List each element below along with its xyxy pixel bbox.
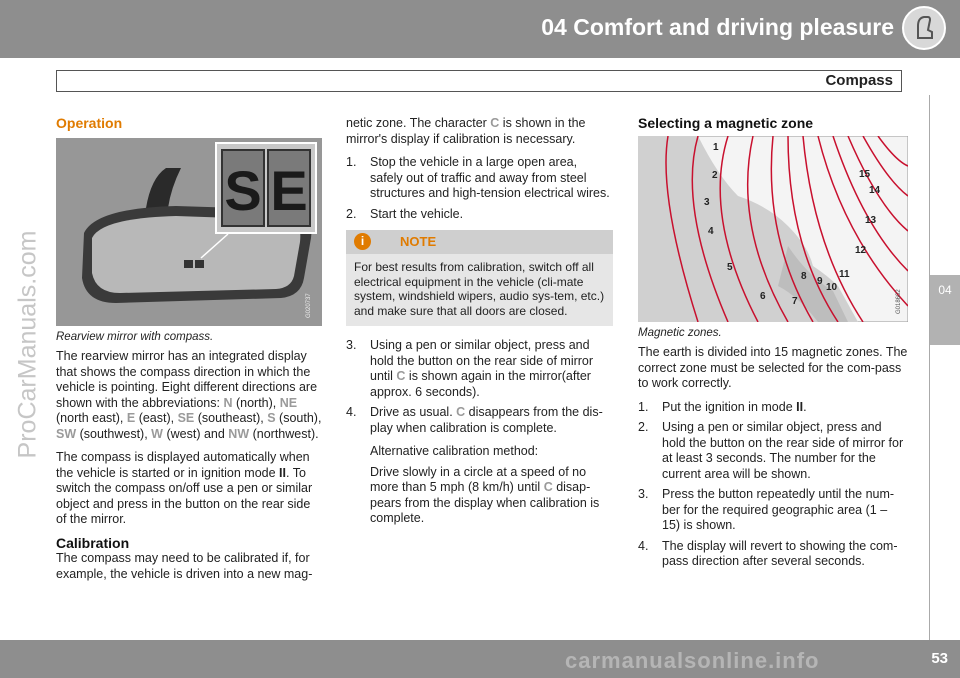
text: . To switch the compass on/off use a pen or similar object and press in the button on the rear side of the mirror. — [56, 465, 313, 526]
compass-description — [56, 349, 322, 442]
info-icon: i — [354, 233, 371, 250]
text: (south), — [275, 411, 322, 425]
magnetic-zone-intro: The earth is divided into 15 magnetic zones. The correct zone must be selected for the com-pass to work correctly. — [638, 345, 908, 390]
abbr-w: W — [151, 426, 163, 441]
alt-method-heading: Alternative calibration method: — [370, 444, 539, 458]
list-item — [638, 539, 908, 570]
zone-label-1: 1 — [713, 141, 719, 153]
map-figure-label: G018602 — [896, 288, 902, 314]
text: Using a pen or similar object, press and hold the button on the rear side of mirror until — [370, 338, 594, 383]
zone-label-14: 14 — [869, 184, 881, 196]
zone-label-8: 8 — [801, 270, 807, 282]
zone-label-5: 5 — [727, 261, 733, 273]
zone-label-9: 9 — [817, 275, 823, 287]
step-number: 1. — [346, 155, 357, 169]
text: (north east), — [56, 411, 127, 425]
calibration-char: C — [456, 405, 466, 419]
text: (southeast), — [194, 411, 268, 425]
text: is shown in the mirror's display if calibration is necessary. — [346, 116, 586, 146]
zone-label-2: 2 — [712, 169, 718, 181]
zone-label-3: 3 — [704, 196, 710, 208]
zone-label-6: 6 — [760, 290, 766, 302]
operation-heading: Operation — [56, 115, 123, 131]
note-title: NOTE — [400, 234, 437, 249]
seat-comfort-icon — [902, 6, 946, 50]
ignition-mode: II — [796, 399, 804, 414]
abbr-e: E — [126, 411, 136, 425]
abbr-s: S — [267, 411, 276, 425]
mirror-display-char-1: S — [224, 158, 262, 222]
step-number: 2. — [638, 420, 649, 434]
abbr-nw: NW — [228, 426, 250, 441]
step-number: 2. — [346, 206, 357, 221]
chapter-tab[interactable]: 04 — [930, 275, 960, 345]
zone-label-11: 11 — [839, 268, 850, 280]
column-operation — [56, 116, 322, 590]
calibration-intro — [346, 116, 613, 147]
text: Drive as usual. — [370, 405, 457, 419]
chapter-title: 04 Comfort and driving pleasure — [541, 14, 894, 40]
rearview-mirror-image — [56, 138, 322, 326]
footer-watermark: carmanualsonline.info — [565, 648, 820, 673]
alt-method-text — [346, 465, 613, 527]
note-header — [346, 230, 613, 254]
list-item — [346, 155, 613, 202]
mirror-display-char-2: E — [270, 158, 308, 222]
abbr-n: N — [223, 395, 233, 410]
page-number: 53 — [931, 650, 948, 667]
calibration-steps-a — [346, 155, 613, 222]
calibration-text: The compass may need to be calibrated if, for example, the vehicle is driven into a new mag- — [56, 551, 313, 581]
step-number: 4. — [638, 538, 649, 553]
step-number: 3. — [346, 338, 357, 352]
text: disappears from the dis-play when calibration is complete. — [370, 405, 603, 435]
side-watermark: ProCarManuals.com — [13, 230, 42, 459]
section-title-box — [56, 70, 902, 92]
column-magnetic-zone — [638, 116, 908, 578]
magnetic-zone-steps — [638, 400, 908, 570]
mirror-figure-label: G020737 — [306, 292, 312, 318]
step-text: Press the button repeatedly until the num-ber for the required geographic area (1 – 15) is shown. — [662, 487, 895, 532]
list-item — [346, 405, 613, 436]
calibration-heading: Calibration — [56, 534, 130, 551]
side-divider — [929, 95, 930, 640]
step-number: 4. — [346, 405, 357, 419]
text: (southwest), — [76, 426, 152, 441]
ignition-mode: II — [279, 465, 286, 480]
text: The rearview mirror has an integrated display that shows the compass direction in which the vehicle is pointing. Eight different directions are shown with the abbreviations: — [56, 349, 318, 410]
note-text: For best results from calibration, switch off all electrical equipment in the vehicle (cli-mate system, windshield wipers, audio sys-tem, etc.) and make sure that all doors are closed. — [354, 260, 605, 318]
note-box — [346, 230, 613, 326]
step-text: The display will revert to showing the com-pass direction after several seconds. — [662, 538, 898, 568]
list-item — [638, 400, 908, 416]
text: is shown again in the mirror(after approx. 6 seconds). — [370, 369, 591, 399]
list-item — [638, 487, 908, 534]
abbr-sw: SW — [56, 426, 77, 441]
text: (northwest). — [249, 426, 319, 441]
list-item — [346, 207, 613, 223]
section-title: Compass — [825, 72, 893, 89]
magnetic-zone-heading: Selecting a magnetic zone — [638, 115, 814, 131]
list-item — [346, 338, 613, 400]
zone-label-7: 7 — [792, 295, 798, 307]
zone-label-4: 4 — [708, 225, 714, 237]
text: The compass is displayed automatically when the vehicle is started or in ignition mode — [56, 450, 310, 480]
map-caption: Magnetic zones. — [638, 326, 722, 339]
column-calibration — [346, 116, 613, 532]
list-item — [638, 420, 908, 482]
magnetic-zones-map — [638, 136, 908, 322]
zone-label-12: 12 — [855, 244, 867, 256]
text: Drive slowly in a circle at a speed of no more than 5 mph (8 km/h) until — [370, 464, 587, 494]
text: Put the ignition in mode — [662, 399, 797, 414]
step-number: 1. — [638, 399, 649, 414]
step-text: Start the vehicle. — [370, 206, 464, 221]
text: (east), — [135, 411, 178, 425]
text: (north), — [232, 395, 280, 410]
compass-onoff-paragraph — [56, 450, 322, 528]
zone-label-10: 10 — [826, 281, 838, 293]
calibration-char: C — [543, 480, 553, 494]
calibration-char: C — [396, 369, 406, 383]
text: disap-pears from the display when calibration is complete. — [370, 480, 600, 525]
zone-label-15: 15 — [859, 168, 871, 180]
abbr-ne: NE — [279, 395, 298, 410]
step-number: 3. — [638, 487, 649, 501]
step-text: Using a pen or similar object, press and hold the button on the rear side of mirror for at least 3 seconds. The number for the current area will be shown. — [662, 420, 904, 481]
text: netic zone. The character — [346, 116, 491, 130]
calibration-char: C — [490, 116, 500, 130]
text: (west) and — [162, 426, 229, 441]
text: . — [803, 399, 807, 414]
zone-label-13: 13 — [865, 214, 877, 226]
mirror-caption: Rearview mirror with compass. — [56, 330, 214, 343]
calibration-steps-b — [346, 338, 613, 436]
abbr-se: SE — [177, 411, 195, 425]
step-text: Stop the vehicle in a large open area, safely out of traffic and away from steel structures and high-tension electrical wires. — [370, 155, 610, 200]
